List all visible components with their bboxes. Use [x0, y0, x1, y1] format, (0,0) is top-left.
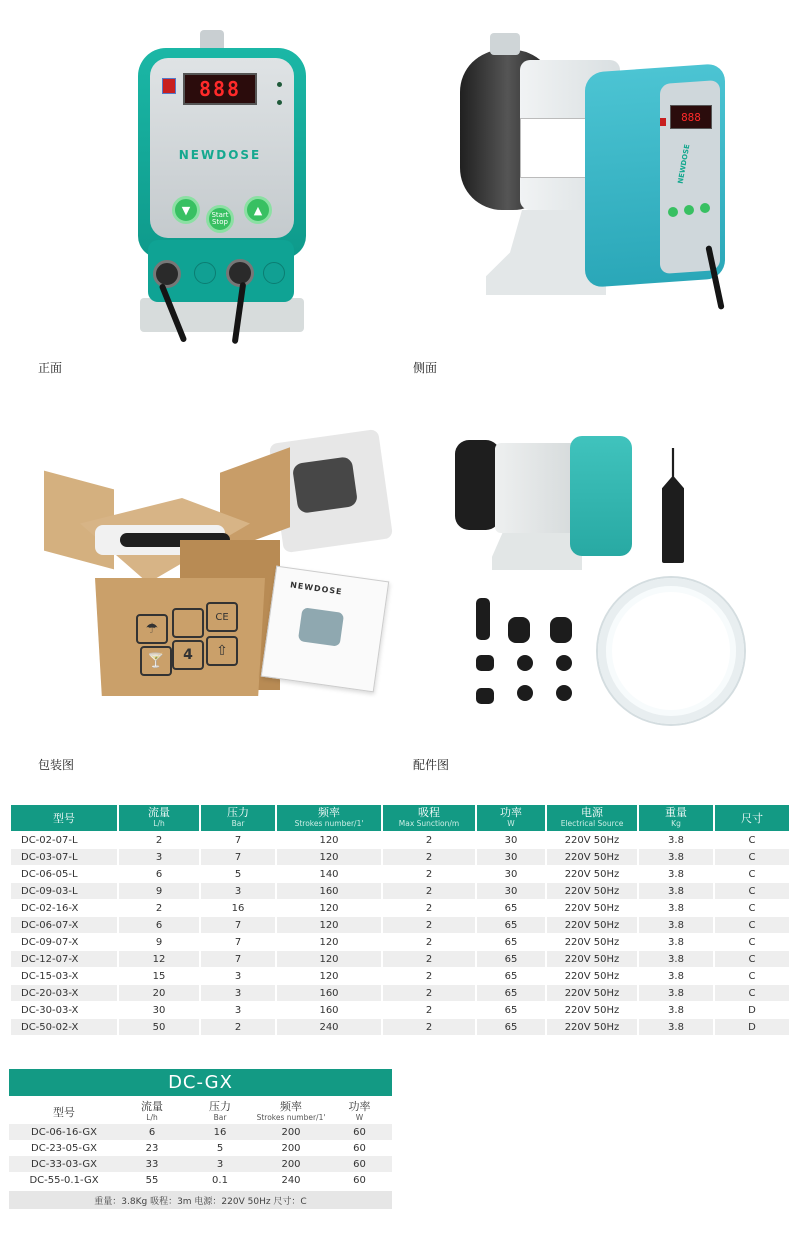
column-header-label: 频率	[318, 806, 340, 819]
table-cell: 5	[185, 1140, 255, 1156]
column-header	[185, 1100, 255, 1124]
table-cell: 120	[277, 900, 381, 916]
table-cell: D	[715, 1019, 789, 1035]
table-cell: 120	[277, 968, 381, 984]
column-header-label: 电源	[581, 806, 603, 819]
column-header-unit: Electrical Source	[560, 819, 624, 828]
table-cell: 60	[327, 1140, 392, 1156]
table-cell: 30	[119, 1002, 199, 1018]
column-header-label: 型号	[53, 1105, 75, 1119]
table-cell: 9	[119, 883, 199, 899]
column-header-unit: Strokes number/1'	[294, 819, 364, 828]
table-cell: 7	[201, 832, 275, 848]
table-row	[11, 934, 789, 950]
table-cell: D	[715, 1002, 789, 1018]
column-header-unit: L/h	[153, 819, 165, 828]
manual-brand: NEWDOSE	[289, 580, 344, 597]
table-cell: 3	[201, 883, 275, 899]
column-header-unit: Max Sunction/m	[398, 819, 460, 828]
gx-table	[9, 1100, 392, 1188]
tubing-coil	[598, 578, 744, 724]
table-cell: 120	[277, 832, 381, 848]
column-header-unit: Kg	[671, 819, 681, 828]
brand-logo: NEWDOSE	[676, 143, 692, 185]
column-header-label: 功率	[348, 1100, 371, 1113]
glass-icon: 🍸	[140, 646, 172, 676]
table-cell: 3.8	[639, 883, 713, 899]
table-cell: 2	[383, 849, 475, 865]
table-cell: 2	[383, 934, 475, 950]
table-cell: C	[715, 900, 789, 916]
model-cell: DC-02-16-X	[11, 900, 117, 916]
model-cell: DC-55-0.1-GX	[9, 1172, 119, 1188]
column-header-label: 吸程	[418, 806, 440, 819]
model-cell: DC-02-07-L	[11, 832, 117, 848]
table-cell: 7	[201, 951, 275, 967]
table-cell: 16	[185, 1124, 255, 1140]
table-cell: 2	[201, 1019, 275, 1035]
table-row	[11, 968, 789, 984]
table-cell: C	[715, 934, 789, 950]
umbrella-icon: ☂	[136, 614, 168, 644]
table-cell: 0.1	[185, 1172, 255, 1188]
start-stop-button	[684, 205, 694, 215]
table-cell: 3.8	[639, 849, 713, 865]
table-cell: 65	[477, 1002, 545, 1018]
column-header	[639, 805, 713, 831]
table-cell: 2	[119, 832, 199, 848]
led-display: 888	[670, 105, 712, 129]
column-header-unit: Strokes number/1'	[256, 1113, 326, 1122]
table-cell: 60	[327, 1124, 392, 1140]
table-cell: 2	[119, 900, 199, 916]
cable-jack	[153, 260, 181, 288]
brand-logo: NEWDOSE	[178, 148, 262, 162]
down-arrow-icon	[668, 207, 678, 217]
ferrule	[556, 685, 572, 701]
column-header	[327, 1100, 392, 1124]
caption-front: 正面	[38, 361, 63, 375]
column-header	[119, 1100, 185, 1124]
table-row	[11, 985, 789, 1001]
table-row	[11, 951, 789, 967]
column-header-label: 型号	[53, 811, 75, 825]
indicator-light	[277, 100, 282, 105]
table-cell: 220V 50Hz	[547, 832, 637, 848]
table-cell: 2	[383, 832, 475, 848]
table-cell: 220V 50Hz	[547, 1002, 637, 1018]
table-cell: 65	[477, 917, 545, 933]
table-cell: 33	[119, 1156, 185, 1172]
table-cell: 30	[477, 866, 545, 882]
table-cell: 2	[383, 1019, 475, 1035]
this-way-up-icon: ⇧	[206, 636, 238, 666]
down-arrow-icon: ▼	[172, 196, 200, 224]
table-cell: 220V 50Hz	[547, 985, 637, 1001]
model-cell: DC-03-07-L	[11, 849, 117, 865]
table-cell: 3.8	[639, 934, 713, 950]
model-cell: DC-33-03-GX	[9, 1156, 119, 1172]
table-cell: C	[715, 917, 789, 933]
pump-housing	[570, 436, 632, 556]
table-cell: 120	[277, 934, 381, 950]
table-cell: 200	[255, 1156, 327, 1172]
model-cell: DC-30-03-X	[11, 1002, 117, 1018]
table-cell: C	[715, 951, 789, 967]
table-cell: 160	[277, 883, 381, 899]
table-cell: 7	[201, 849, 275, 865]
port-cap	[194, 262, 216, 284]
model-cell: DC-20-03-X	[11, 985, 117, 1001]
table-cell: C	[715, 985, 789, 1001]
caption-package: 包装图	[38, 758, 75, 772]
column-header-label: 流量	[141, 1100, 163, 1113]
table-row	[11, 866, 789, 882]
column-header-unit: W	[355, 1113, 364, 1122]
column-header	[119, 805, 199, 831]
table-cell: 5	[201, 866, 275, 882]
table-row	[11, 900, 789, 916]
table-cell: 2	[383, 866, 475, 882]
table-cell: 3.8	[639, 917, 713, 933]
column-header	[383, 805, 475, 831]
model-cell: DC-50-02-X	[11, 1019, 117, 1035]
ferrule	[517, 655, 533, 671]
table-cell: 3	[201, 985, 275, 1001]
spec-header-row	[11, 805, 789, 831]
table-cell: C	[715, 849, 789, 865]
model-cell: DC-23-05-GX	[9, 1140, 119, 1156]
table-cell: 3.8	[639, 832, 713, 848]
caption-side: 侧面	[413, 361, 438, 375]
table-row	[11, 883, 789, 899]
table-cell: 6	[119, 917, 199, 933]
table-cell: 15	[119, 968, 199, 984]
table-cell: C	[715, 866, 789, 882]
table-cell: 2	[383, 883, 475, 899]
table-cell: 7	[201, 917, 275, 933]
table-cell: 3	[119, 849, 199, 865]
table-cell: 3.8	[639, 900, 713, 916]
stack-limit-mark: 4	[172, 640, 204, 670]
table-cell: 65	[477, 985, 545, 1001]
outlet-fitting	[490, 33, 520, 55]
table-cell: C	[715, 832, 789, 848]
table-cell: 60	[327, 1156, 392, 1172]
column-header-label: 频率	[280, 1100, 302, 1113]
gx-footnote: 重量：3.8Kg 吸程：3m 电源：220V 50Hz 尺寸：C	[9, 1191, 392, 1209]
table-cell: 2	[383, 1002, 475, 1018]
table-cell: 6	[119, 866, 199, 882]
table-row	[11, 849, 789, 865]
nut	[550, 617, 572, 643]
table-row	[11, 917, 789, 933]
connector	[476, 688, 494, 704]
table-cell: 2	[383, 900, 475, 916]
model-cell: DC-12-07-X	[11, 951, 117, 967]
table-cell: 220V 50Hz	[547, 849, 637, 865]
flag-icon	[660, 118, 666, 126]
foot-valve	[662, 448, 684, 563]
table-cell: 3	[201, 1002, 275, 1018]
table-cell: 160	[277, 1002, 381, 1018]
table-cell: 30	[477, 849, 545, 865]
table-cell: 240	[255, 1172, 327, 1188]
column-header	[9, 1100, 119, 1124]
indicator-light	[277, 82, 282, 87]
table-cell: 2	[383, 968, 475, 984]
led-display: 888	[183, 73, 257, 105]
table-cell: 220V 50Hz	[547, 917, 637, 933]
table-cell: 55	[119, 1172, 185, 1188]
pump-head	[455, 440, 500, 530]
column-header	[277, 805, 381, 831]
up-arrow-icon	[700, 203, 710, 213]
table-cell: 23	[119, 1140, 185, 1156]
column-header	[201, 805, 275, 831]
table-cell: 65	[477, 951, 545, 967]
gx-table-body	[9, 1124, 392, 1188]
table-cell: 60	[327, 1172, 392, 1188]
column-header-unit: L/h	[146, 1113, 158, 1122]
table-cell: 220V 50Hz	[547, 934, 637, 950]
table-cell: 12	[119, 951, 199, 967]
table-cell: 65	[477, 934, 545, 950]
table-cell: 200	[255, 1124, 327, 1140]
table-cell: 65	[477, 900, 545, 916]
model-cell: DC-15-03-X	[11, 968, 117, 984]
table-cell: 220V 50Hz	[547, 1019, 637, 1035]
table-cell: 3	[201, 968, 275, 984]
table-cell: 3	[185, 1156, 255, 1172]
table-cell: 30	[477, 832, 545, 848]
nut	[508, 617, 530, 643]
table-row	[9, 1156, 392, 1172]
table-cell: C	[715, 968, 789, 984]
model-cell: DC-06-07-X	[11, 917, 117, 933]
spec-table-body	[11, 832, 789, 1035]
fittings	[292, 456, 358, 514]
table-cell: 3.8	[639, 968, 713, 984]
box-flap	[220, 447, 290, 552]
table-row	[9, 1140, 392, 1156]
table-cell: 2	[383, 951, 475, 967]
table-cell: 65	[477, 968, 545, 984]
fragile-icon	[172, 608, 204, 638]
table-cell: 220V 50Hz	[547, 883, 637, 899]
table-cell: 200	[255, 1140, 327, 1156]
gx-table-title: DC-GX	[9, 1069, 392, 1096]
table-cell: 3.8	[639, 1002, 713, 1018]
ce-mark: CE	[206, 602, 238, 632]
table-cell: 2	[383, 917, 475, 933]
column-header	[715, 805, 789, 831]
start-stop-label: Start Stop	[211, 211, 229, 226]
model-cell: DC-09-03-L	[11, 883, 117, 899]
table-cell: 3.8	[639, 985, 713, 1001]
up-arrow-icon: ▲	[244, 196, 272, 224]
column-header	[477, 805, 545, 831]
model-cell: DC-06-05-L	[11, 866, 117, 882]
table-cell: 120	[277, 951, 381, 967]
caption-accessories: 配件图	[413, 758, 450, 772]
injection-valve	[476, 598, 490, 640]
table-cell: 120	[277, 849, 381, 865]
column-header-label: 重量	[665, 806, 687, 819]
column-header-unit: W	[507, 819, 515, 828]
table-cell: 2	[383, 985, 475, 1001]
table-cell: 16	[201, 900, 275, 916]
column-header	[255, 1100, 327, 1124]
table-cell: 50	[119, 1019, 199, 1035]
table-cell: 240	[277, 1019, 381, 1035]
column-header-unit: Bar	[213, 1113, 227, 1122]
table-row	[9, 1124, 392, 1140]
table-cell: 20	[119, 985, 199, 1001]
column-header	[547, 805, 637, 831]
table-cell: 160	[277, 985, 381, 1001]
table-cell: 220V 50Hz	[547, 968, 637, 984]
table-cell: 9	[119, 934, 199, 950]
column-header-unit: Bar	[231, 819, 245, 828]
table-cell: 220V 50Hz	[547, 866, 637, 882]
ferrule	[556, 655, 572, 671]
connector	[476, 655, 494, 671]
table-cell: 65	[477, 1019, 545, 1035]
column-header-label: 压力	[227, 806, 249, 819]
table-cell: 220V 50Hz	[547, 900, 637, 916]
model-cell: DC-09-07-X	[11, 934, 117, 950]
start-stop-button	[206, 205, 234, 233]
model-cell: DC-06-16-GX	[9, 1124, 119, 1140]
table-row	[11, 1019, 789, 1035]
ferrule	[517, 685, 533, 701]
table-cell: 7	[201, 934, 275, 950]
table-cell: 120	[277, 917, 381, 933]
flag-icon	[162, 78, 176, 94]
column-header-label: 功率	[500, 806, 522, 819]
spec-table	[9, 804, 791, 1036]
column-header-label: 流量	[148, 806, 170, 819]
table-cell: 220V 50Hz	[547, 951, 637, 967]
manual-pump-image	[298, 607, 344, 647]
table-cell: 30	[477, 883, 545, 899]
column-header-label: 压力	[209, 1100, 231, 1113]
column-header-label: 尺寸	[741, 811, 763, 825]
column-header	[11, 805, 117, 831]
table-row	[9, 1172, 392, 1188]
table-row	[11, 832, 789, 848]
gx-header-row	[9, 1100, 392, 1124]
pump-base	[140, 298, 304, 332]
table-cell: 3.8	[639, 951, 713, 967]
table-cell: 6	[119, 1124, 185, 1140]
table-cell: 3.8	[639, 866, 713, 882]
table-row	[11, 1002, 789, 1018]
table-cell: 140	[277, 866, 381, 882]
table-cell: C	[715, 883, 789, 899]
port-cap	[263, 262, 285, 284]
table-cell: 3.8	[639, 1019, 713, 1035]
